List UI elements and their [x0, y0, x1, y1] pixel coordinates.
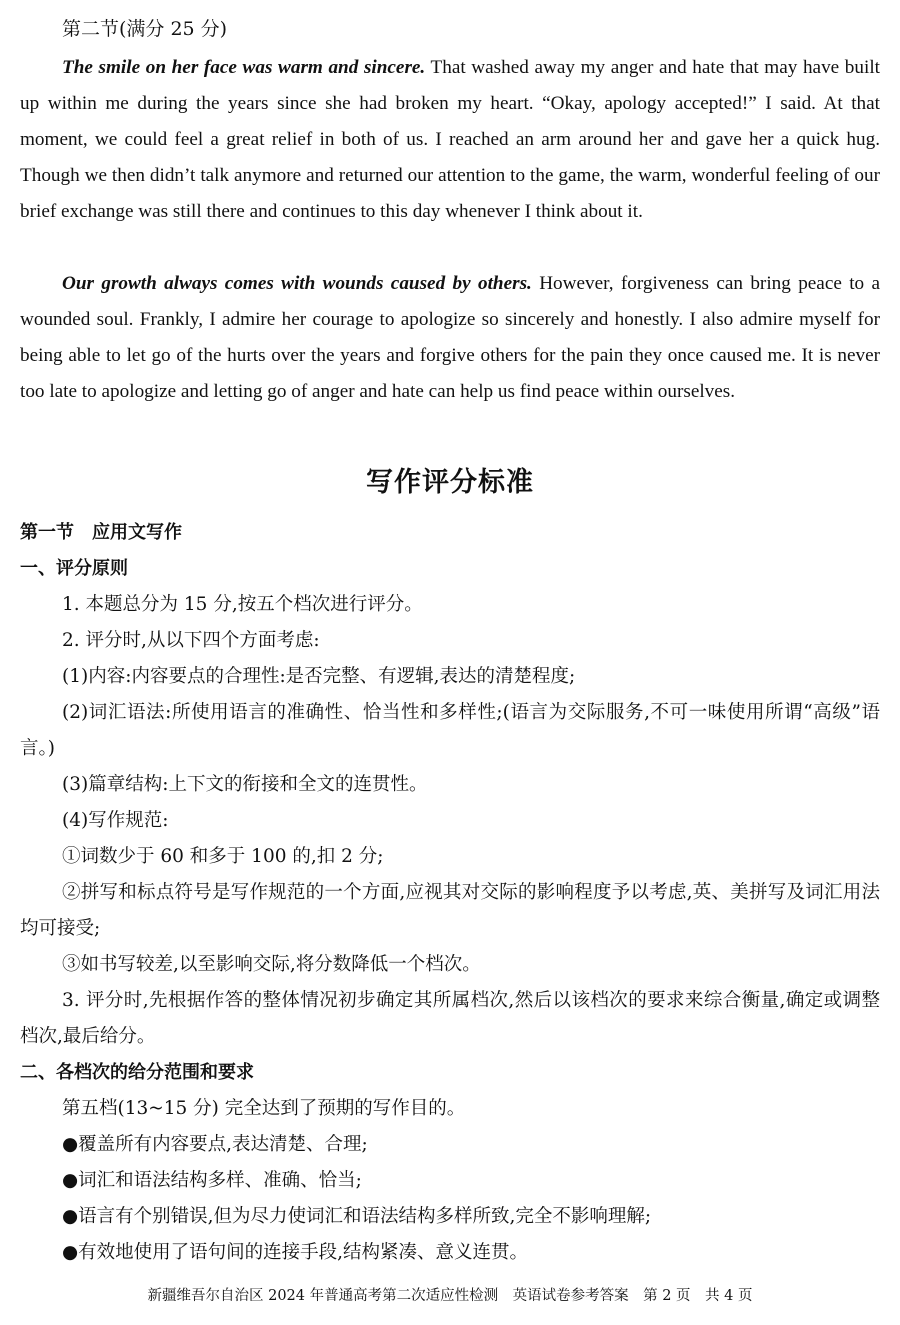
rule-2-structure: (3)篇章结构:上下文的衔接和全文的连贯性。	[62, 774, 428, 795]
level-5-title: 第五档(13~15 分) 完全达到了预期的写作目的。	[62, 1098, 466, 1119]
paragraph-1-body: That washed away my anger and hate that may have built up within me during the years since she had broken my heart. “Okay, apology accepted!” I said. At that moment, we could feel a great relief in both of us. I reached an arm around her and gave her a quick hug. Though we then didn’t talk anymore and returned our attention to the game, the warm, wonderful feeling of our brief exchange was still there and continues to this day whenever I think about it.	[20, 57, 880, 222]
paragraph-2-body: However, forgiveness can bring peace to a wounded soul. Frankly, I admire her courage to apologize so sincerely and honestly. I also admire myself for being able to let go of the hurts over the years and forgive others for the pain they once caused me. It is never too late to apologize and letting go of anger and hate can help us find peace within ourselves.	[20, 273, 880, 402]
rule-1: 1. 本题总分为 15 分,按五个档次进行评分。	[62, 594, 423, 615]
rule-2: 2. 评分时,从以下四个方面考虑:	[62, 630, 320, 651]
rule-3: 3. 评分时,先根据作答的整体情况初步确定其所属档次,然后以该档次的要求来综合衡量,确定或调整档次,最后给分。	[20, 990, 880, 1047]
page-footer: 新疆维吾尔自治区 2024 年普通高考第二次适应性检测 英语试卷参考答案 第 2 页 共 4 页	[147, 1288, 753, 1304]
paragraph-1-lead-sentence: The smile on her face was warm and sincere.	[62, 57, 426, 78]
section2-title: 第二节(满分 25 分)	[62, 18, 228, 40]
essay-paragraph-2	[20, 266, 880, 410]
level-5-criterion: ●有效地使用了语句间的连接手段,结构紧凑、意义连贯。	[62, 1242, 529, 1263]
page-heading: 写作评分标准	[366, 467, 534, 498]
level-5-criterion: ●词汇和语法结构多样、准确、恰当;	[62, 1170, 362, 1191]
rule-2-norms-spelling: ②拼写和标点符号是写作规范的一个方面,应视其对交际的影响程度予以考虑,英、美拼写及词汇用法均可接受;	[20, 882, 880, 939]
rule-2-norms: (4)写作规范:	[62, 810, 169, 831]
levels-heading: 二、各档次的给分范围和要求	[20, 1062, 254, 1083]
part1-title: 第一节 应用文写作	[20, 522, 182, 543]
essay-paragraph-1	[20, 50, 880, 230]
principles-heading: 一、评分原则	[20, 558, 128, 579]
rule-2-norms-handwriting: ③如书写较差,以至影响交际,将分数降低一个档次。	[62, 954, 481, 975]
scoring-rubric	[20, 515, 880, 1271]
rule-2-norms-wordcount: ①词数少于 60 和多于 100 的,扣 2 分;	[62, 846, 384, 867]
rule-2-content: (1)内容:内容要点的合理性:是否完整、有逻辑,表达的清楚程度;	[62, 666, 576, 687]
paragraph-2-lead-sentence: Our growth always comes with wounds caused by others.	[62, 273, 532, 294]
rule-2-vocabulary: (2)词汇语法:所使用语言的准确性、恰当性和多样性;(语言为交际服务,不可一味使用所谓“高级”语言。)	[20, 702, 880, 759]
level-5-criterion: ●覆盖所有内容要点,表达清楚、合理;	[62, 1134, 368, 1155]
level-5-criterion: ●语言有个别错误,但为尽力使词汇和语法结构多样所致,完全不影响理解;	[62, 1206, 652, 1227]
